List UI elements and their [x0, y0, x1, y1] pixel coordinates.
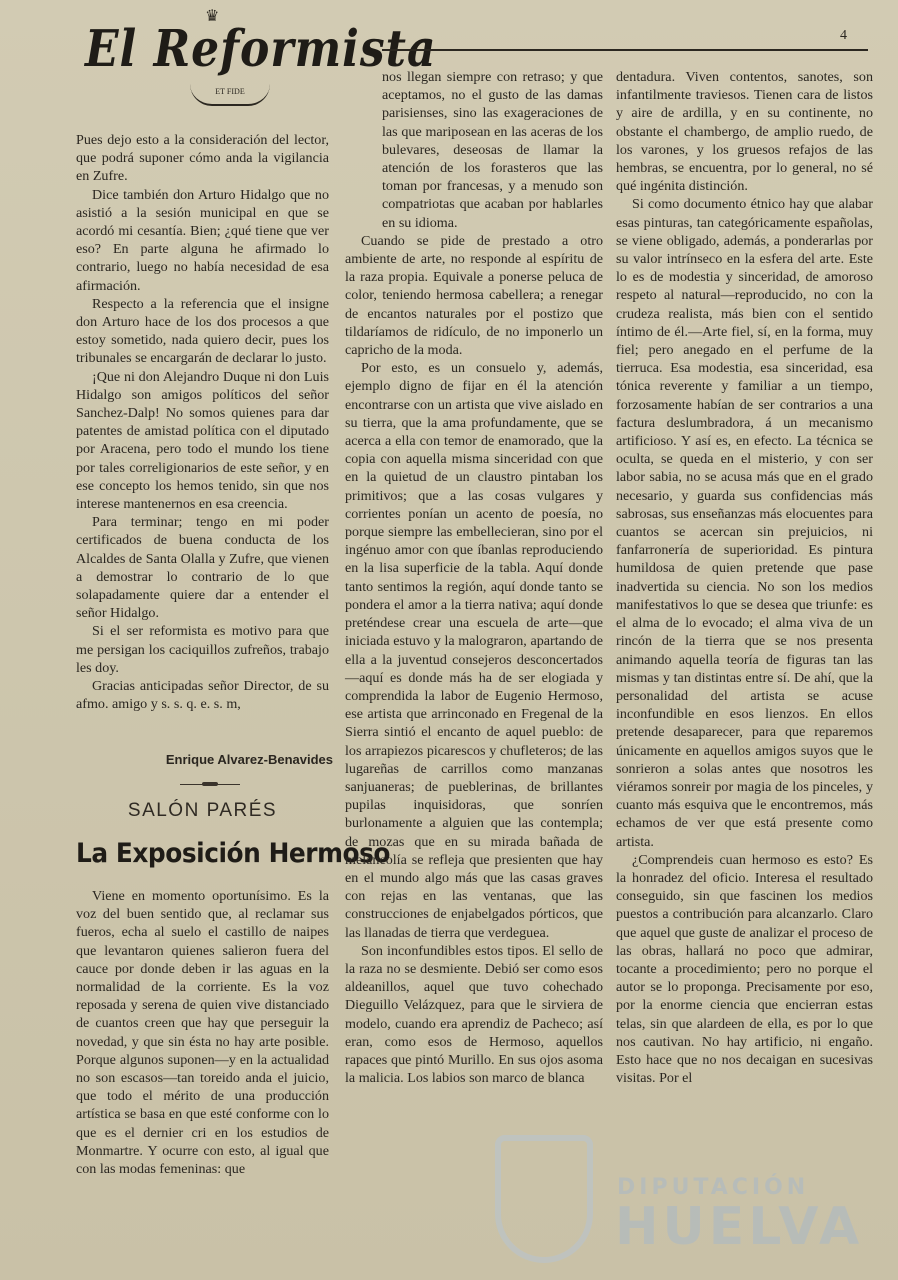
paragraph: Gracias anticipadas señor Director, de su afmo. amigo y s. s. q. e. s. m,: [76, 678, 329, 713]
paragraph: Cuando se pide de prestado a otro ambiente de arte, no responde al espíritu de la raza propia. Equivale a ponerse peluca de color, teniendo hermosa cabellera; a renegar de encantos naturales por el postizo que tildaríamos de ridículo, de no imponerlo un capricho de la moda.: [345, 232, 603, 359]
paragraph: Son inconfundibles estos tipos. El sello de la raza no se desmiente. Debió ser como esos aldeanillos, aquel que tuvo cohechado Dieguillo Velázquez, para que le sirviera de modelo, cuando era aprendiz de Pacheco; así eran, como esos de Hermoso, aquellos rapaces que pintó Murillo. En sus ojos asoma la malicia. Los labios son marco de blanca: [345, 942, 603, 1087]
paragraph: Por esto, es un consuelo y, además, ejemplo digno de fijar en él la atención encontrarse con un artista que vive aislado en su tierra, que la ama profundamente, que se acerca a ella con temor de enamorado, que la copia con aquella misma sinceridad con que en la quietud de un claustro pintaban los primitivos; que a las cosas vulgares y corrientes ponían un acento de poesía, no porque siempre las embellecieran, sino por el ingénuo amor con que íbanlas reproduciendo en la lisa superficie de la tabla. Aquí donde tanto sentimos la región, aquí donde tanto se pondera el amor a la tierra nativa; aquí donde preténdese crear una escuela de arte—que iniciada estuvo y la malograron, apartando de ella a la juventud consejeros desconcertados—aquí es donde más ha de ser elogiada y comprendida la labor de Eugenio Hermoso, ese artista que arrinconado en Fregenal de la Sierra sintió el encanto de aquel pueblo: de los arrapiezos picarescos y chufleteros; de las lugareñas de carrillos como manzanas sanjuaneras; de pueblerinas, de brillantes pupilas inquisidoras, que sonríen burlonamente a alguien que las contempla; de mozas que en su mirada bañada de melancolía se refleja que presienten que hay en el mundo algo más que las casas graves con rejas en las ventanas, que las construcciones de enjabelgados pórticos, que las llanadas de tierra que verdeguea.: [345, 360, 603, 941]
paragraph: Pues dejo esto a la consideración del lector, que podrá suponer cómo anda la vigilancia en Zufre.: [76, 132, 329, 185]
article-headline: La Exposición Hermoso: [76, 838, 391, 869]
paragraph: Dice también don Arturo Hidalgo que no asistió a la sesión municipal en que se acordó mi cesantía. Bien; ¿qué tiene que ver eso? En parte alguna he afirmado lo contrario, luego no había necesidad de esa afirmación.: [76, 186, 329, 294]
column-1-letter: [76, 131, 329, 714]
column-3: [616, 68, 873, 1087]
watermark-line2: HUELVA: [615, 1197, 864, 1257]
column-1-article: [76, 887, 329, 1178]
paragraph: Viene en momento oportunísimo. Es la voz del buen sentido que, al reclamar sus fueros, echa al suelo el castillo de naipes que levantaron quienes salieron fuera del cauce por donde deben ir las aguas en la normalidad de la corriente. Es la voz reposada y serena de quien vive distanciado de cuantos creen que hay que perseguir la novedad, y que sin ésta no hay arte posible. Porque algunos suponen—y en la actualidad no son escasos—tan toreido anda el juicio, que todo el mérito de una producción artística se basa en que esté conforme con lo que es el dernier cri en los estudios de Monmartre. Y ocurre con esto, al igual que con las modas femeninas: que: [76, 888, 329, 1178]
paragraph: ¿Comprendeis cuan hermoso es esto? Es la honradez del oficio. Interesa el resultado conseguido, sin que fascinen los medios puestos a contribución para alcanzarlo. Claro que aquel que guste de analizar el proceso de las obras, hallará no poco que admirar, tocante a procedimiento; pero no porque el autor se lo proponga. Precisamente por eso, por la enorme ciencia que encierran estas telas, sin que alardeen de ella, es por lo que nos cautivan. No hay artificio, ni engaño. Esto hace que no nos decaigan en sucesivas visitas. Por el: [616, 851, 873, 1087]
watermark: [495, 1135, 864, 1265]
header-rule: [382, 49, 868, 51]
paragraph: Si como documento étnico hay que alabar esas pinturas, tan categóricamente españolas, se viene obligado, además, a ponderarlas por su valor intrínseco en la esfera del arte. Este lo es de modestia y sinceridad, de amoroso respeto al natural—reproducido, no con la crudeza realista, más bien con el sentido íntimo de él.—Arte fiel, sí, en la forma, muy fiel; pero anegado en el perfume de la tierruca. Esa modestia, esa sinceridad, esa tónica reverente y familiar a un tiempo, forzosamente habían de ser contrarios a una factura deslumbradora, á un mecanismo artificioso. Y así es, en efecto. La técnica se oculta, se queda en el misterio, y con ser labor sabia, no se acusa más que en el grado necesario, y guarda sus confidencias más sabrosas, sus enseñanzas más elocuentes para cuantos se acercan sin prejuicios, ni fanfarronería de superioridad. Es pintura humildosa de quien pretende que pase inadvertida su ciencia. No son los medios manifestativos lo que se desea que triunfe: es el alma de lo evocado; el alma viva de un rincón de la tierra que se nos presenta animando aquella teoría de figuras tan las mismas y tan distintas entre sí. De ahí, que la personalidad del artista se acuse inconfundible en esos lienzos. En ellos pretende desaparecer, para que reparemos únicamente en aquellos amigos suyos que le sonrieron a solas antes que nosotros les viéramos sonreir por magia de los pinceles, y cuanto más esquiva que le encontremos, más echamos de ver que está presente como artista.: [616, 196, 873, 850]
masthead-seal: ET FIDE: [190, 84, 270, 106]
paragraph: dentadura. Viven contentos, sanotes, son infantilmente traviesos. Tienen cara de listos y aire de ardilla, y en su continente, no obstante el chambergo, de amplio ruedo, de los varones, y los gruesos refajos de las hembras, se encuentra, por lo general, no sé qué ingénita distinción.: [616, 69, 873, 195]
section-title: SALÓN PARÉS: [127, 800, 278, 821]
watermark-line1: DIPUTACIÓN: [617, 1175, 810, 1200]
paragraph: Para terminar; tengo en mi poder certificados de buena conducta de los Alcaldes de Santa Olalla y Zufre, que vienen a demostrar lo contrario de lo que solapadamente quiere dar a entender el señor Hidalgo.: [76, 514, 329, 622]
shield-icon: [495, 1135, 593, 1263]
page-number: 4: [840, 28, 847, 43]
paragraph: nos llegan siempre con retraso; y que aceptamos, no el gusto de las damas parisienses, sino las exageraciones de las que mariposean en las aceras de los bulevares, deseosas de llamar la atención de los forasteros que las toman por francesas, y a menudo son compatriotas que acaban por hablarles en su idioma.: [382, 69, 603, 231]
masthead: [85, 6, 437, 106]
masthead-title: El Reformista: [85, 20, 437, 79]
paragraph: ¡Que ni don Alejandro Duque ni don Luis Hidalgo son amigos políticos del señor Sanchez-Dalp! No somos quienes para dar patentes de amistad política con el diputado por Aracena, pero todo el mundo los tiene por tales correligionarios de este señor, y en ese concepto los hemos tenido, sin que nos interese mantenernos en esa creencia.: [76, 368, 329, 513]
paragraph: Si el ser reformista es motivo para que me persigan los caciquillos zufreños, trabajo les doy.: [76, 623, 329, 676]
letter-signature: Enrique Alvarez-Benavides: [165, 752, 333, 767]
paragraph: Respecto a la referencia que el insigne don Arturo hace de los dos procesos a que estoy sometido, nada quiero decir, pues los tribunales se encargarán de declarar lo justo.: [76, 295, 329, 367]
column-2: [345, 68, 603, 1087]
separator: [180, 784, 240, 785]
crown-icon: ♛: [205, 8, 220, 25]
